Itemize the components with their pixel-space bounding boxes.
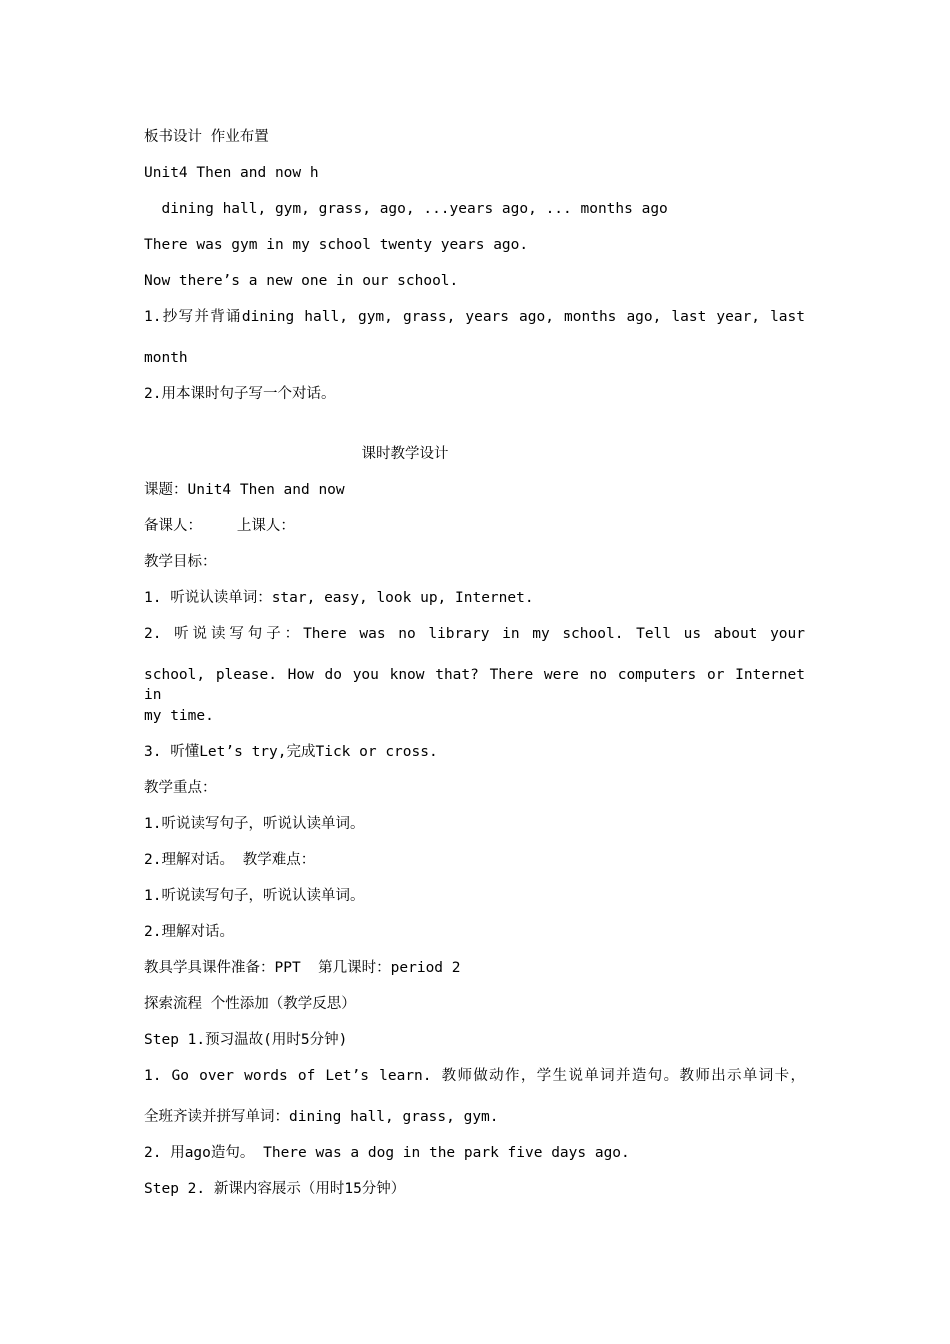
board-sentence-2: Now there’s a new one in our school.: [144, 273, 459, 289]
key-point-1: 1.听说读写句子，听说认读单词。: [144, 816, 365, 832]
key-point-2: 2.理解对话。 教学难点：: [144, 852, 316, 868]
goal-1: 1. 听说认读单词：star, easy, look up, Internet.: [144, 590, 534, 606]
step-1-heading: Step 1.预习温故(用时5分钟): [144, 1032, 348, 1048]
process-heading: 探索流程 个性添加（教学反思）: [144, 996, 356, 1012]
lesson-topic: 课题：Unit4 Then and now: [144, 482, 345, 498]
goal-3: 3. 听懂Let’s try,完成Tick or cross.: [144, 744, 438, 760]
goal-2: 2. 听说读写句子：There was no library in my school. Tell us about your: [144, 626, 805, 642]
goals-label: 教学目标：: [144, 554, 217, 570]
board-unit: Unit4 Then and now h: [144, 165, 319, 181]
board-sentence-1: There was gym in my school twenty years ago.: [144, 237, 529, 253]
difficulty-1: 1.听说读写句子，听说认读单词。: [144, 888, 365, 904]
homework-1: 1.抄写并背诵dining hall, gym, grass, years ago, months ago, last year, last: [144, 309, 805, 325]
lesson-preparer: 备课人： 上课人：: [144, 518, 295, 534]
step-1-item-1: 1. Go over words of Let’s learn. 教师做动作，学生说单词并造句。教师出示单词卡，: [144, 1068, 805, 1084]
homework-2: 2.用本课时句子写一个对话。: [144, 386, 336, 402]
key-points-label: 教学重点：: [144, 780, 217, 796]
homework-1-continued: month: [144, 350, 188, 366]
goal-2-continued-2: my time.: [144, 708, 214, 724]
teaching-aids: 教具学具课件准备：PPT 第几课时：period 2: [144, 960, 461, 976]
difficulty-2: 2.理解对话。: [144, 924, 234, 940]
step-1-item-2: 2. 用ago造句。 There was a dog in the park five days ago.: [144, 1145, 630, 1161]
step-1-item-1-continued: 全班齐读并拼写单词：dining hall, grass, gym.: [144, 1109, 499, 1125]
goal-2-continued-1: school, please. How do you know that? There were no computers or Internet in: [144, 667, 805, 703]
lesson-title: 课时教学设计: [361, 446, 449, 462]
board-words: dining hall, gym, grass, ago, ...years ago, ... months ago: [144, 201, 668, 217]
board-heading: 板书设计 作业布置: [144, 129, 269, 145]
step-2-heading: Step 2. 新课内容展示（用时15分钟）: [144, 1181, 406, 1197]
